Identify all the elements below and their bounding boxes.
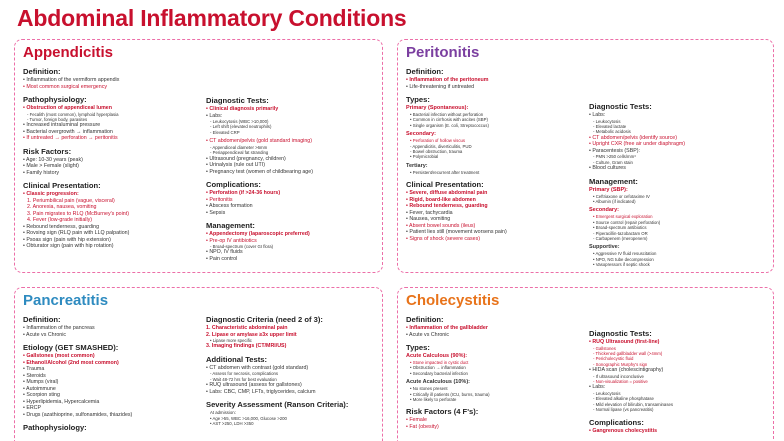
section-heading: Diagnostic Tests:	[589, 102, 652, 111]
section-heading: Clinical Presentation:	[23, 181, 101, 191]
section-heading: Definition:	[23, 67, 61, 76]
list-item: • Peritonitis	[206, 196, 233, 203]
list-item: • Ultrasound (pregnancy, children)	[206, 155, 286, 162]
list-item: • Ceftriaxone or cefotaxime IV	[593, 193, 650, 199]
list-item: • Increased intraluminal pressure	[23, 122, 101, 129]
list-item: 1. Periumbilical pain (vague, visceral)	[27, 197, 115, 204]
cholecystitis-left-column	[406, 315, 586, 430]
list-item: • Inflammation of the gallbladder	[406, 325, 488, 331]
list-item: • Scorpion sting	[23, 392, 60, 398]
section-heading: Diagnostic Tests:	[589, 329, 652, 338]
list-item: - Left shift (elevated neutrophils)	[210, 124, 272, 130]
spacer	[589, 321, 773, 324]
list-item: • Severe, diffuse abdominal pain	[406, 190, 488, 197]
list-item: • Drugs (azathioprine, sulfonamides, thiazides)	[23, 411, 133, 418]
list-item: • Psoas sign (pain with hip extension)	[23, 236, 111, 243]
list-item: • NPO, IV fluids	[206, 249, 243, 256]
subsection-label: Tertiary:	[406, 162, 428, 169]
subsection-label: Primary (Spontaneous):	[406, 105, 469, 111]
peritonitis-card	[397, 39, 774, 273]
section-heading: Additional Tests:	[206, 354, 268, 364]
section-heading: Clinical Presentation:	[406, 180, 484, 190]
list-item: • Single organism (E. coli, Streptococcus)	[410, 122, 489, 128]
pancreatitis-right-column	[206, 315, 382, 426]
list-item: • Aggressive IV fluid resuscitation	[593, 251, 657, 257]
list-item: • Persistent/recurrent after treatment	[410, 169, 480, 175]
list-item: • Age >55, WBC >16,000, Glucose >200	[210, 415, 287, 421]
section-heading: Risk Factors (4 F's):	[406, 407, 479, 417]
list-item: • Rebound tenderness, guarding	[23, 223, 100, 230]
list-item: - Pericholecystic fluid	[593, 356, 634, 362]
list-item: • Inflammation of the peritoneum	[406, 77, 489, 83]
list-item: • Obturator sign (pain with hip rotation)	[23, 243, 114, 250]
list-item: • Signs of shock (severe cases)	[406, 235, 480, 242]
list-item: • Nausea, vomiting	[406, 216, 451, 223]
list-item: - Gallstones	[593, 345, 616, 351]
section-heading: Complications:	[206, 180, 261, 190]
list-item: • No stones present	[410, 386, 448, 392]
list-item: - Tumor, foreign body, parasites	[27, 116, 88, 122]
list-item: • Stone impacted in cystic duct	[410, 360, 469, 365]
list-item: • Patient lies still (movement worsens pain)	[406, 229, 507, 236]
list-item: • AST >250, LDH >350	[210, 421, 254, 427]
list-item: - Non-visualization = positive	[593, 379, 648, 385]
section-heading: Definition:	[23, 315, 61, 324]
section-heading: Management:	[589, 176, 638, 186]
list-item: • Hyperlipidemia, Hypercalcemia	[23, 398, 100, 405]
list-item: - Sonographic Murphy's sign	[593, 361, 648, 367]
page-title: Abdominal Inflammatory Conditions	[17, 5, 407, 31]
section-heading: Risk Factors:	[23, 146, 72, 156]
list-item: • Acute vs Chronic	[23, 331, 67, 338]
list-item: - Carbapenem (meropenem)	[593, 235, 648, 241]
list-item: • Most common surgical emergency	[23, 83, 107, 90]
list-item: • Abscess formation	[206, 203, 253, 210]
list-item: • Source control (repair perforation)	[593, 219, 661, 225]
section-heading: Diagnostic Criteria (need 2 of 3):	[206, 315, 323, 324]
list-item: • Polymicrobial	[410, 154, 439, 160]
list-item: • Upright CXR (free air under diaphragm)	[589, 141, 686, 148]
list-item: • Classic progression:	[23, 191, 79, 198]
list-item: • HIDA scan (cholescintigraphy)	[589, 367, 664, 374]
list-item: • More likely to perforate	[410, 397, 457, 403]
list-item: • Inflammation of the vermiform appendix	[23, 77, 120, 83]
list-item: • Obstruction → inflammation	[410, 365, 466, 371]
list-item: • Fat (obesity)	[406, 423, 439, 430]
section-heading: Types:	[406, 343, 430, 352]
list-item: - Bowel obstruction, trauma	[410, 149, 463, 155]
list-item: • Ethanol/Alcohol (2nd most common)	[23, 359, 119, 366]
list-item: • Inflammation of the pancreas	[23, 325, 95, 331]
pancreatitis-card	[14, 287, 383, 441]
list-item: - Broad-spectrum (cover GI flora)	[210, 244, 274, 250]
list-item: - Mild elevation of bilirubin, transaminases	[593, 401, 674, 407]
section-heading: Pathophysiology:	[23, 95, 87, 104]
list-item: - Elevated alkaline phosphatase	[593, 396, 654, 402]
list-item: • Male > Female (slight)	[23, 163, 79, 170]
card-title: Pancreatitis	[23, 292, 109, 309]
list-item: • Pre-op IV antibiotics	[206, 237, 257, 244]
list-item: • Clinical diagnosis primarily	[206, 106, 279, 112]
list-item: • Gallstones (most common)	[23, 353, 95, 359]
list-item: - Piperacillin-tazobactam OR	[593, 230, 648, 236]
list-item: - Periappendiceal fat stranding	[210, 150, 269, 156]
list-item: - PMN >250 cells/mm³	[593, 154, 636, 160]
subsection-label: Primary (SBP):	[589, 186, 628, 193]
list-item: • Mumps (viral)	[23, 379, 59, 385]
list-item: • Critically ill patients (ICU, burns, trauma)	[410, 391, 490, 397]
peritonitis-left-column	[406, 67, 586, 242]
list-item: • RUQ Ultrasound (first-line)	[589, 339, 660, 345]
list-item: - Fecalith (most common), lymphoid hyperplasia	[27, 111, 119, 117]
section-heading: Pathophysiology:	[23, 423, 87, 432]
list-item: • CT abdomen with contrast (gold standard)	[206, 364, 309, 371]
subsection-label: Acute Acalculous (10%):	[406, 379, 470, 386]
appendicitis-card	[14, 39, 383, 273]
list-item: - Appendiceal diameter >6mm	[210, 144, 268, 150]
list-item: • Common in cirrhosis with ascites (SBP)	[410, 117, 488, 123]
section-heading: Complications:	[589, 417, 644, 427]
list-item: - Wait 48-72 hrs for best evaluation	[210, 376, 277, 382]
card-title: Peritonitis	[406, 44, 480, 61]
list-item: 1. Characteristic abdominal pain	[206, 325, 288, 331]
list-item: • Steroids	[23, 372, 46, 379]
list-item: • ERCP	[23, 405, 42, 411]
section-heading: Definition:	[406, 315, 444, 324]
list-item: • Rebound tenderness, guarding	[406, 203, 488, 210]
list-item: - Metabolic acidosis	[593, 129, 631, 135]
list-item: • If untreated → perforation → peritonitis	[23, 135, 118, 142]
list-item: - Thickened gallbladder wall (>4mm)	[593, 350, 663, 356]
list-item: • CT abdomen/pelvis (identify source)	[589, 134, 678, 141]
list-item: • Obstruction of appendiceal lumen	[23, 105, 112, 111]
list-item: • Rigid, board-like abdomen	[406, 196, 476, 203]
peritonitis-right-column	[589, 67, 773, 268]
list-item: - Normal lipase (vs pancreatitis)	[593, 407, 654, 413]
list-item: • Lipase more specific	[210, 338, 252, 343]
list-item: • Rovsing sign (RLQ pain with LLQ palpation)	[23, 230, 130, 237]
list-item: 2. Anorexia, nausea, vomiting	[27, 204, 97, 211]
list-item: At admission:	[210, 410, 236, 416]
list-item: • Acute vs Chronic	[406, 331, 450, 338]
list-item: - Leukocytosis (WBC >10,000)	[210, 119, 269, 124]
list-item: • Gangrenous cholecystitis	[589, 427, 658, 434]
section-heading: Definition:	[406, 67, 444, 76]
list-item: • Perforation of hollow viscus	[410, 138, 466, 144]
list-item: • Age: 10-30 years (peak)	[23, 156, 83, 163]
list-item: • Perforation (if >24-36 hours)	[206, 190, 281, 197]
section-heading: Diagnostic Tests:	[206, 96, 269, 105]
list-item: - If ultrasound inconclusive	[593, 373, 644, 379]
list-item: - Elevated CRP	[210, 129, 240, 135]
list-item: • Fever, tachycardia	[406, 209, 453, 216]
section-heading: Management:	[206, 221, 255, 231]
section-heading: Severity Assessment (Ranson Criteria):	[206, 400, 349, 410]
list-item: • Vasopressors if septic shock	[593, 262, 650, 268]
list-item: • Labs: CBC, CMP, LFTs, triglycerides, calcium	[206, 388, 316, 395]
list-item: 3. Imaging findings (CT/MRI/US)	[206, 343, 287, 350]
card-title: Appendicitis	[23, 44, 114, 61]
list-item: • Secondary bacterial infection	[410, 370, 468, 376]
cholecystitis-right-column	[589, 315, 773, 434]
list-item: • Broad-spectrum antibiotics	[593, 225, 647, 231]
list-item: • NPO, NG tube decompression	[593, 256, 654, 262]
section-heading: Types:	[406, 95, 430, 104]
list-item: 3. Pain migrates to RLQ (McBurney's point)	[27, 210, 129, 217]
subsection-label: Acute Calculous (90%):	[406, 353, 468, 359]
pancreatitis-left-column	[23, 315, 203, 433]
appendicitis-right-column	[206, 67, 382, 262]
list-item: • CT abdomen/pelvis (gold standard imaging)	[206, 138, 312, 145]
list-item: • Labs:	[206, 112, 223, 119]
list-item: - Leukocytosis	[593, 118, 621, 124]
list-item: • Appendectomy (laparoscopic preferred)	[206, 231, 310, 238]
list-item: • Absent bowel sounds (ileus)	[406, 222, 476, 229]
subsection-label: Supportive:	[589, 244, 620, 251]
spacer	[589, 94, 773, 97]
list-item: • Bacterial infection without perforation	[410, 112, 484, 117]
list-item: • RUQ ultrasound (assess for gallstones)	[206, 382, 302, 389]
list-item: • Autoimmune	[23, 385, 56, 392]
spacer	[206, 88, 382, 91]
list-item: - Assess for necrosis, complications	[210, 371, 279, 377]
list-item: • Emergent surgical exploration	[593, 214, 653, 220]
list-item: • Labs:	[589, 112, 606, 118]
card-title: Cholecystitis	[406, 292, 500, 309]
list-item: 2. Lipase or amylase ≥3x upper limit	[206, 331, 297, 338]
list-item: • Albumin (if indicated)	[593, 198, 636, 204]
subsection-label: Secondary:	[589, 207, 619, 214]
list-item: • Labs:	[589, 384, 606, 391]
cholecystitis-card	[397, 287, 774, 441]
list-item: • Female	[406, 417, 427, 424]
list-item: • Blood cultures	[589, 165, 626, 172]
list-item: • Trauma	[23, 366, 45, 372]
list-item: • Sepsis	[206, 209, 226, 216]
list-item: 4. Fever (low-grade initially)	[27, 217, 93, 224]
appendicitis-left-column	[23, 67, 203, 250]
list-item: • Life-threatening if untreated	[406, 83, 475, 90]
list-item: - Leukocytosis	[593, 390, 621, 396]
list-item: - Elevated lactate	[593, 123, 627, 129]
section-heading: Etiology (GET SMASHED):	[23, 343, 119, 352]
list-item: • Urinalysis (rule out UTI)	[206, 162, 265, 169]
list-item: • Pregnancy test (women of childbearing age)	[206, 168, 313, 175]
list-item: - Appendicitis, diverticulitis, PUD	[410, 143, 472, 149]
list-item: • Pain control	[206, 255, 238, 262]
list-item: • Bacterial overgrowth → inflammation	[23, 128, 113, 135]
list-item: • Family history	[23, 169, 59, 176]
list-item: • Paracentesis (SBP):	[589, 147, 641, 154]
subsection-label: Secondary:	[406, 131, 436, 138]
list-item: - Culture, Gram stain	[593, 159, 633, 165]
